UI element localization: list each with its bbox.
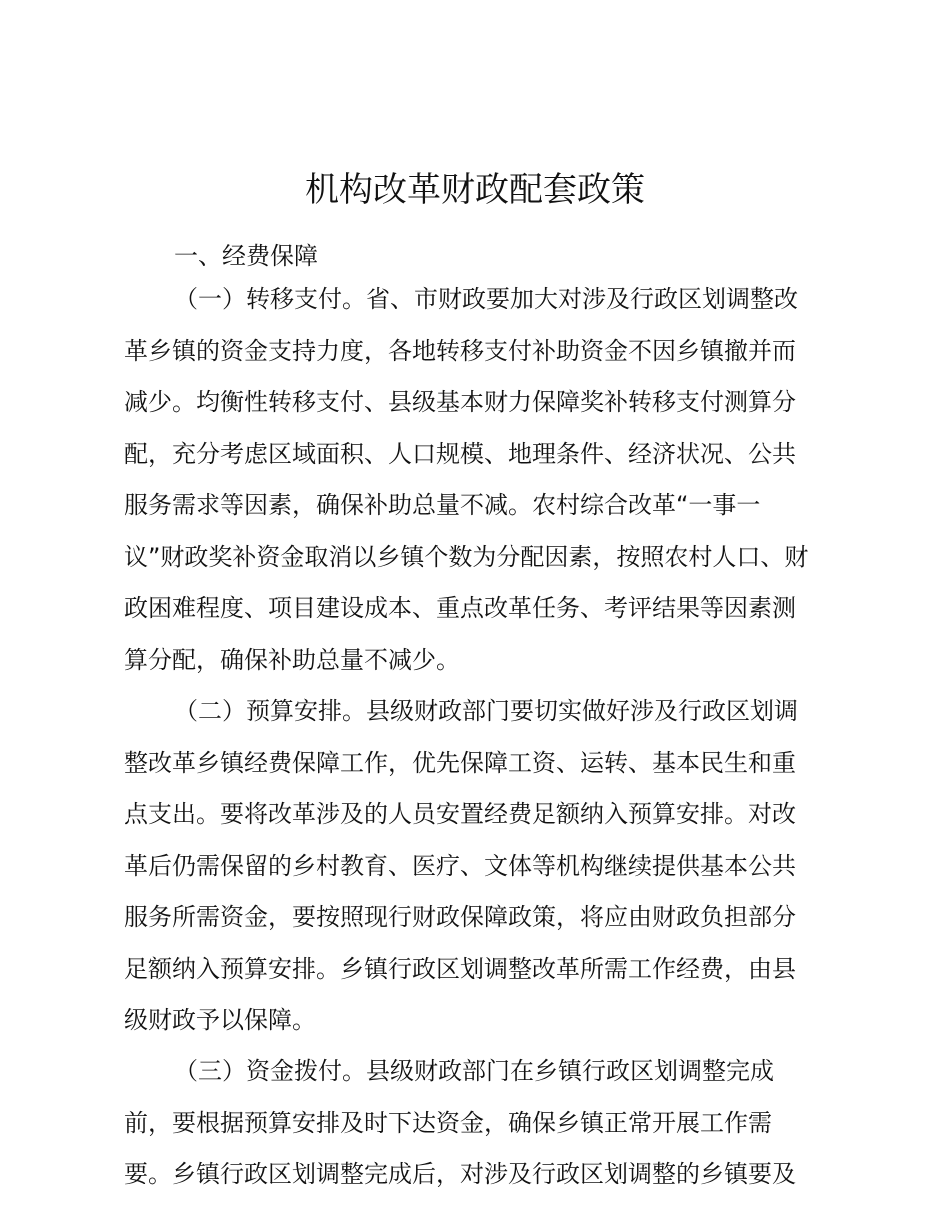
paragraph-line: 服务所需资金，要按照现行财政保障政策，将应由财政负担部分 [124, 903, 796, 931]
paragraph-line: 服务需求等因素，确保补助总量不减。农村综合改革“一事一 [124, 491, 761, 519]
paragraph-line: 减少。均衡性转移支付、县级基本财力保障奖补转移支付测算分 [124, 388, 796, 416]
paragraph-line: （三）资金拨付。县级财政部门在乡镇行政区划调整完成 [174, 1057, 774, 1085]
paragraph-line: 前，要根据预算安排及时下达资金，确保乡镇正常开展工作需 [124, 1108, 772, 1137]
paragraph-fund-allocation [124, 1046, 834, 1201]
paragraph-transfer-payment [124, 274, 834, 686]
paragraph-line: 算分配，确保补助总量不减少。 [124, 645, 460, 674]
paragraph-line: （二）预算安排。县级财政部门要切实做好涉及行政区划调 [174, 697, 798, 725]
paragraph-line: 整改革乡镇经费保障工作，优先保障工资、运转、基本民生和重 [124, 748, 796, 777]
paragraph-line: 要。乡镇行政区划调整完成后，对涉及行政区划调整的乡镇要及 [124, 1160, 796, 1188]
paragraph-line: 足额纳入预算安排。乡镇行政区划调整改革所需工作经费，由县 [124, 954, 796, 983]
paragraph-line: 政困难程度、项目建设成本、重点改革任务、考评结果等因素测 [124, 594, 796, 622]
paragraph-line: 点支出。要将改革涉及的人员安置经费足额纳入预算安排。对改 [124, 800, 796, 828]
paragraph-budget-arrangement [124, 686, 834, 1047]
paragraph-line: 配，充分考虑区域面积、人口规模、地理条件、经济状况、公共 [124, 439, 796, 468]
section-heading: 一、经费保障 [174, 242, 318, 270]
paragraph-line: 议”财政奖补资金取消以乡镇个数为分配因素，按照农村人口、财 [124, 542, 809, 571]
paragraph-line: （一）转移支付。省、市财政要加大对涉及行政区划调整改 [174, 285, 798, 313]
paragraph-line: 级财政予以保障。 [124, 1006, 316, 1034]
paragraph-line: 革后仍需保留的乡村教育、医疗、文体等机构继续提供基本公共 [124, 851, 796, 880]
paragraph-line: 革乡镇的资金支持力度，各地转移支付补助资金不因乡镇撤并而 [124, 336, 796, 365]
page-title: 机构改革财政配套政策 [305, 170, 645, 210]
